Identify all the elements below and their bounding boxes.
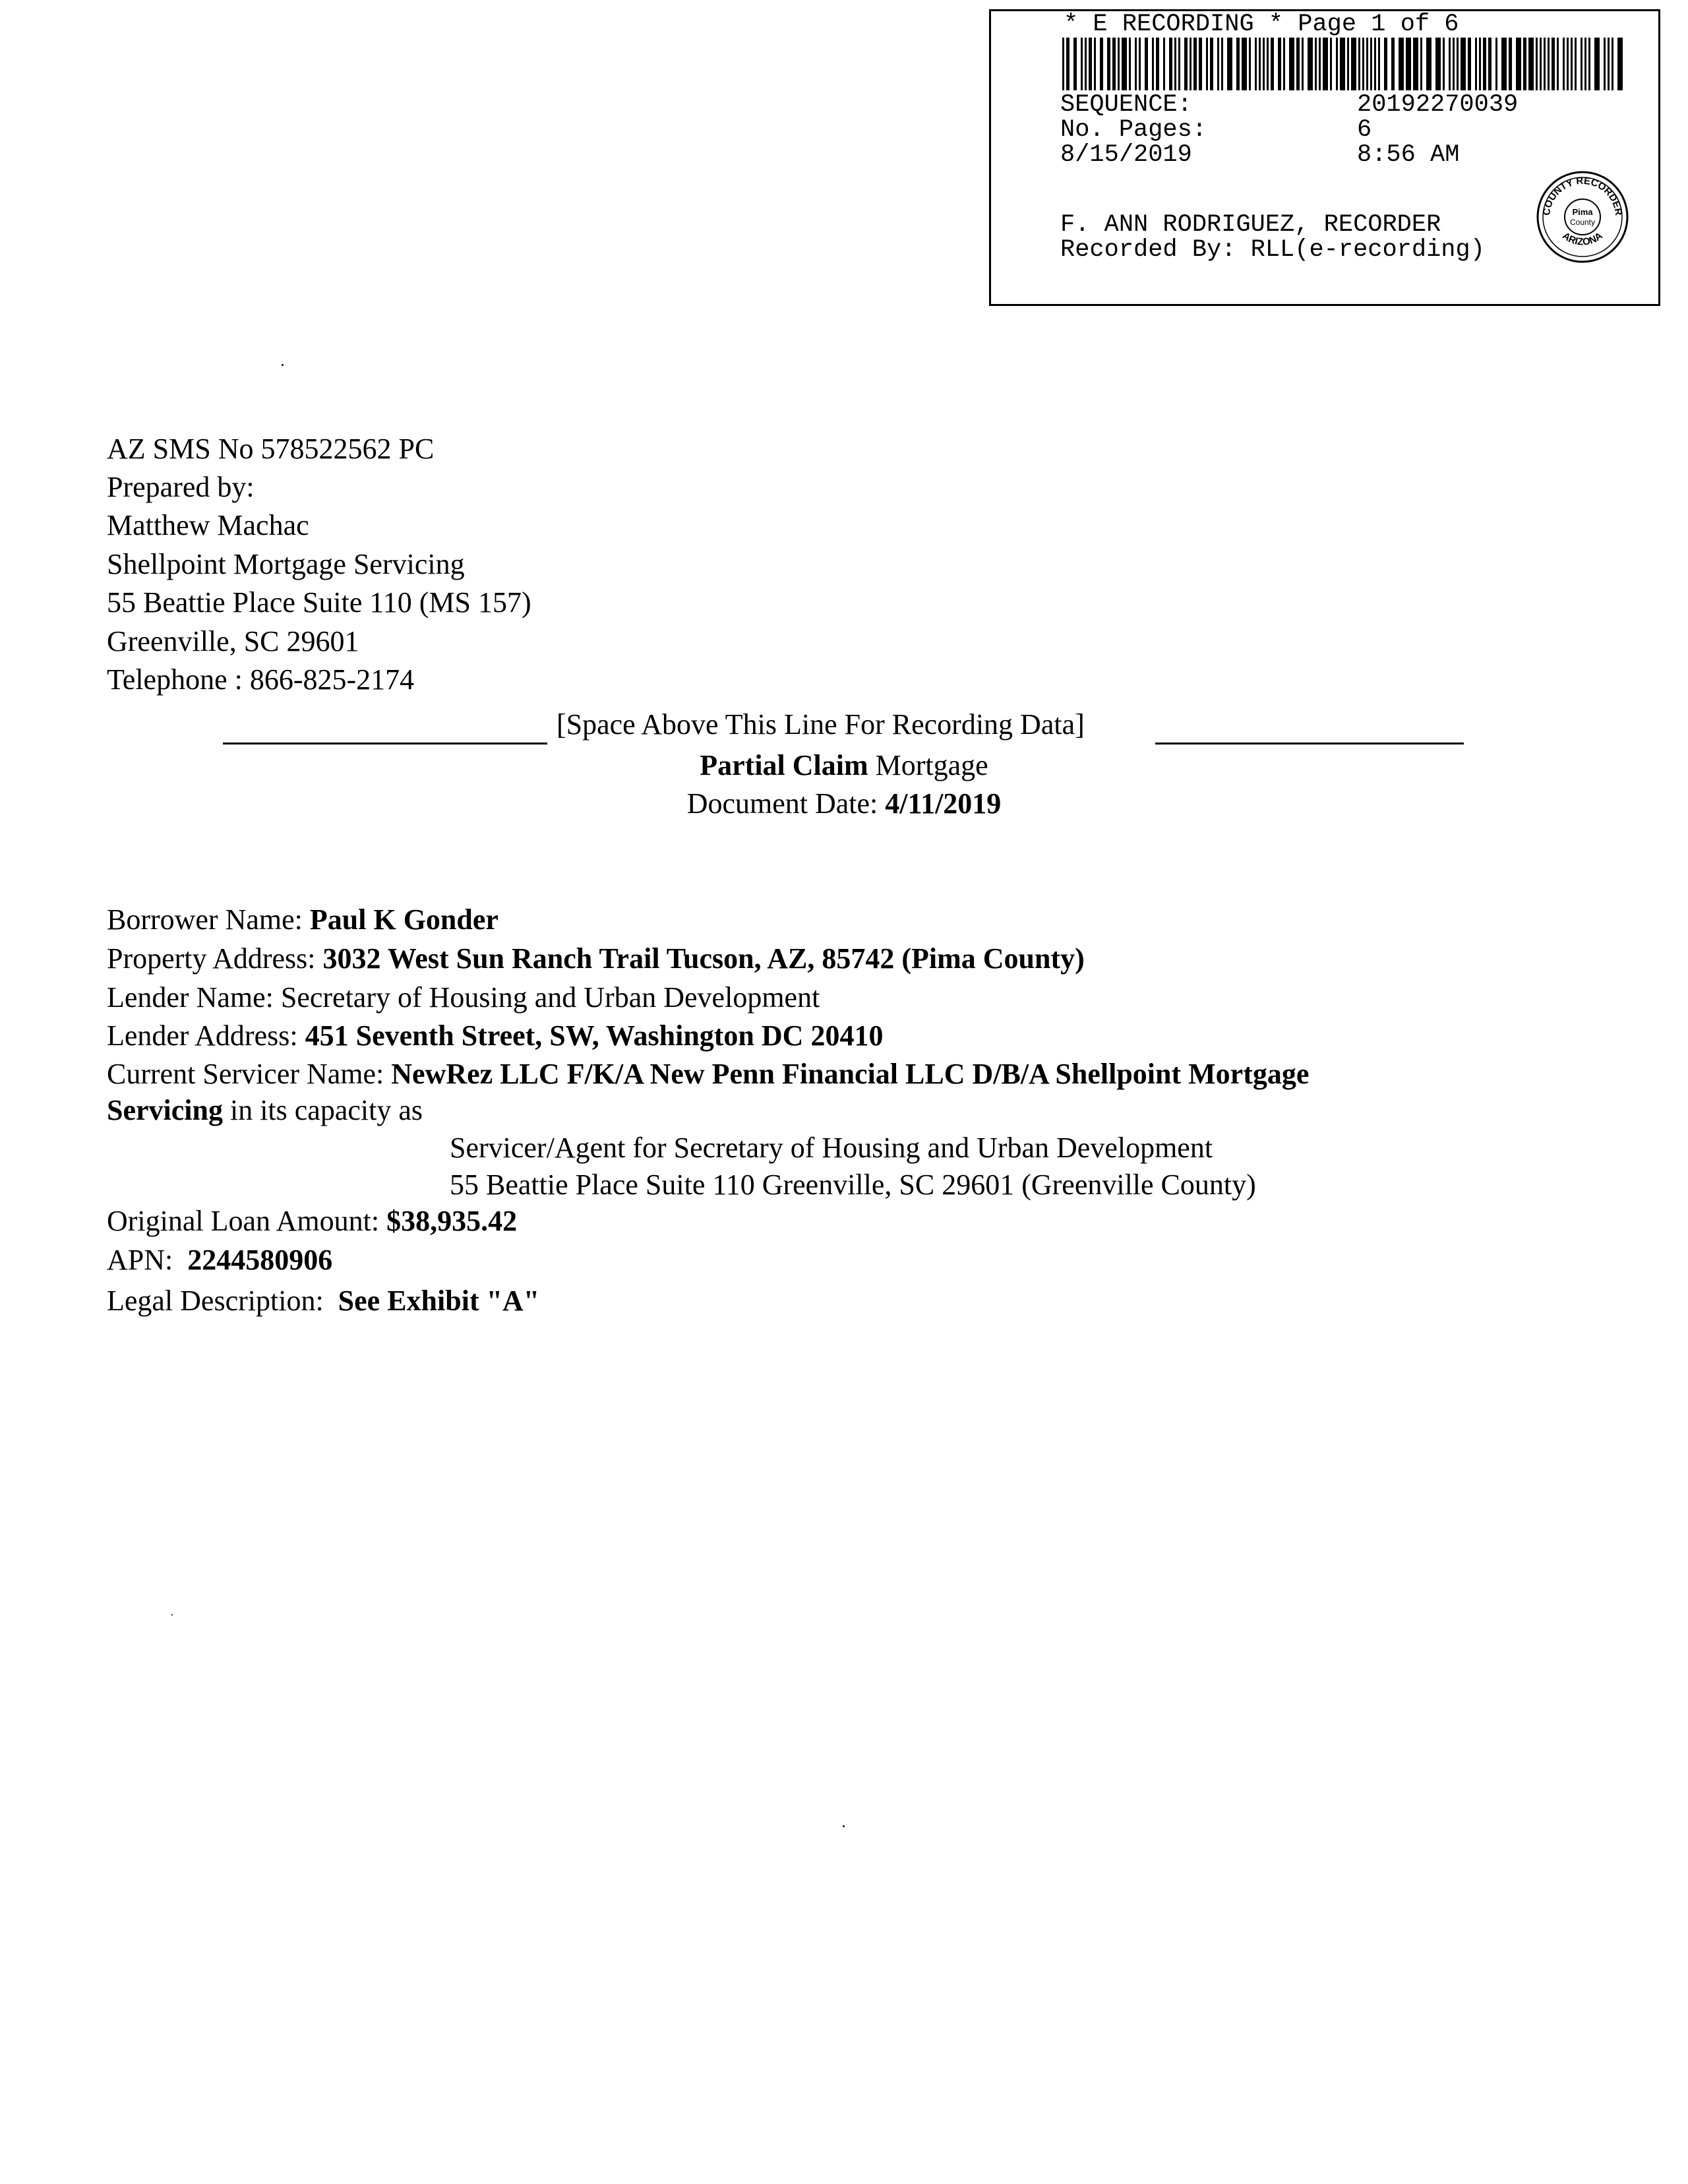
document-title-bold: Partial Claim	[700, 749, 868, 781]
servicer-address: 55 Beattie Place Suite 110 Greenville, SC 29601 (Greenville County)	[450, 1168, 1256, 1201]
barcode-bar	[1475, 38, 1477, 90]
lender-name-label: Lender Name:	[107, 981, 281, 1014]
barcode-bar	[1544, 38, 1546, 90]
barcode-bar	[1100, 38, 1103, 90]
barcode-bar	[1242, 38, 1247, 90]
borrower-value: Paul K Gonder	[309, 903, 498, 936]
barcode-bar	[1227, 38, 1232, 90]
barcode-bar	[1501, 38, 1507, 90]
barcode-bar	[1221, 38, 1223, 90]
barcode-bar	[1563, 38, 1565, 90]
barcode-bar	[1604, 38, 1606, 90]
barcode-bar	[1340, 38, 1345, 90]
barcode-bar	[1289, 38, 1294, 90]
barcode-bar	[1278, 38, 1281, 90]
barcode-bar	[1370, 38, 1372, 90]
barcode-bar	[1479, 38, 1481, 90]
barcode-bar	[1122, 38, 1127, 90]
barcode-bar	[1112, 38, 1116, 90]
barcode-bar	[1156, 38, 1159, 90]
barcode-bar	[1174, 38, 1176, 90]
barcode-bar	[1139, 38, 1141, 90]
barcode-bar	[1089, 38, 1092, 90]
barcode-bar	[1190, 38, 1191, 90]
barcode-bar	[1406, 38, 1411, 90]
legal-description-row	[107, 1282, 539, 1320]
barcode-bar	[1413, 38, 1418, 90]
recording-page-count: Page 1 of 6	[1298, 11, 1459, 38]
barcode-bar	[1540, 38, 1542, 90]
barcode-bar	[1378, 38, 1380, 90]
space-line-left-rule	[223, 743, 547, 744]
barcode-bar	[1443, 38, 1445, 90]
barcode-bar	[1528, 38, 1534, 90]
barcode-bar	[1509, 38, 1512, 90]
barcode-bar	[1536, 38, 1538, 90]
recording-header	[1064, 11, 1631, 38]
barcode-bar	[1584, 38, 1586, 90]
barcode-bar	[1062, 38, 1064, 90]
document-title-rest: Mortgage	[868, 749, 988, 781]
property-row	[107, 940, 1085, 978]
barcode-bar	[1453, 38, 1455, 90]
barcode-bar	[1612, 38, 1613, 90]
barcode-bar	[1351, 38, 1356, 90]
recording-header-prefix: * E RECORDING *	[1064, 11, 1298, 38]
barcode-bar	[1163, 38, 1165, 90]
barcode-bar	[1426, 38, 1432, 90]
recorder-name: F. ANN RODRIGUEZ, RECORDER	[1060, 211, 1441, 239]
barcode-bar	[1391, 38, 1395, 90]
apn-value: 2244580906	[187, 1244, 333, 1276]
barcode-bar	[1358, 38, 1360, 90]
barcode-bar	[1374, 38, 1376, 90]
barcode-bar	[1468, 38, 1471, 90]
barcode-bar	[1457, 38, 1459, 90]
barcode-bar	[1271, 38, 1274, 90]
servicer-label: Current Servicer Name:	[107, 1058, 392, 1090]
seal-center-line-2: County	[1569, 218, 1596, 227]
recording-time: 8:56 AM	[1357, 141, 1460, 169]
barcode-bar	[1193, 38, 1197, 90]
lender-name-row	[107, 979, 820, 1017]
barcode-bar	[1435, 38, 1441, 90]
borrower-label: Borrower Name:	[107, 903, 310, 936]
scan-speck	[282, 364, 284, 366]
barcode-bar	[1516, 38, 1521, 90]
scan-speck	[843, 1825, 845, 1827]
barcode-bar	[1366, 38, 1368, 90]
barcode-bar	[1073, 38, 1077, 90]
barcode-bar	[1118, 38, 1120, 90]
apn-label: APN:	[107, 1244, 188, 1276]
servicer-role: Servicer/Agent for Secretary of Housing and Urban Development	[450, 1132, 1213, 1164]
barcode-bar	[1548, 38, 1550, 90]
barcode-bar	[1302, 38, 1304, 90]
document-date-value: 4/11/2019	[885, 787, 1002, 820]
barcode-bar	[1249, 38, 1251, 90]
barcode-bar	[1283, 38, 1285, 90]
barcode-bar	[1206, 38, 1208, 90]
barcode-bar	[1617, 38, 1623, 90]
loan-amount-row	[107, 1202, 517, 1240]
barcode-bar	[1571, 38, 1573, 90]
document-title	[0, 746, 1688, 785]
barcode-bar	[1347, 38, 1349, 90]
lender-address-row	[107, 1017, 883, 1055]
lender-name-value: Secretary of Housing and Urban Development	[280, 981, 820, 1014]
barcode-bar	[1399, 38, 1404, 90]
barcode-bar	[1210, 38, 1213, 90]
barcode-bar	[1594, 38, 1600, 90]
seal-top-text: COUNTY RECORDER	[1540, 175, 1625, 216]
barcode-bar	[1199, 38, 1202, 90]
barcode-bar	[1267, 38, 1269, 90]
scan-speck	[171, 1614, 173, 1616]
recorded-by: Recorded By: RLL(e-recording)	[1060, 236, 1485, 264]
barcode-bar	[1169, 38, 1172, 90]
lender-address-label: Lender Address:	[107, 1019, 305, 1052]
space-above-line-text: [Space Above This Line For Recording Data]	[557, 708, 1085, 741]
barcode-bar	[1495, 38, 1497, 90]
barcode-bar	[1217, 38, 1219, 90]
barcode-bar	[1107, 38, 1110, 90]
barcode-bar	[1184, 38, 1188, 90]
barcode-bar	[1319, 38, 1321, 90]
barcode-bar	[1581, 38, 1582, 90]
seal-center-line-1: Pima	[1572, 207, 1593, 217]
space-line-right-rule	[1155, 743, 1464, 744]
barcode-bar	[1575, 38, 1577, 90]
barcode-bar	[1588, 38, 1590, 90]
barcode-bar	[1135, 38, 1137, 90]
barcode-bar	[1263, 38, 1265, 90]
sequence-value: 20192270039	[1357, 91, 1519, 119]
barcode-bar	[1483, 38, 1486, 90]
barcode-bar	[1145, 38, 1148, 90]
barcode-bar	[1523, 38, 1526, 90]
barcode-bar	[1081, 38, 1083, 90]
barcode-bar	[1129, 38, 1131, 90]
barcode-bar	[1336, 38, 1338, 90]
barcode-bar	[1330, 38, 1332, 90]
servicer-value-line-1: NewRez LLC F/K/A New Penn Financial LLC D/B/A Shellpoint Mortgage	[391, 1058, 1310, 1090]
loan-amount-label: Original Loan Amount:	[107, 1205, 387, 1237]
legal-description-label: Legal Description:	[107, 1285, 338, 1317]
recording-date: 8/15/2019	[1060, 141, 1192, 169]
barcode-bar	[1420, 38, 1422, 90]
barcode-bar	[1259, 38, 1261, 90]
preparer-company: Shellpoint Mortgage Servicing	[107, 548, 465, 580]
pages-label: No. Pages:	[1060, 116, 1207, 144]
sequence-label: SEQUENCE:	[1060, 91, 1192, 119]
barcode-bar	[1488, 38, 1492, 90]
document-date-label: Document Date:	[686, 787, 886, 820]
borrower-row	[107, 901, 498, 939]
barcode-bar	[1255, 38, 1257, 90]
pages-value: 6	[1357, 116, 1372, 144]
barcode-bar	[1608, 38, 1610, 90]
legal-description-value: See Exhibit "A"	[338, 1285, 540, 1317]
property-label: Property Address:	[107, 942, 323, 975]
barcode-bar	[1552, 38, 1555, 90]
barcode-bar	[1152, 38, 1154, 90]
lender-address-value: 451 Seventh Street, SW, Washington DC 20410	[305, 1019, 884, 1052]
preparer-address-line-1: 55 Beattie Place Suite 110 (MS 157)	[107, 586, 531, 619]
preparer-address-line-2: Greenville, SC 29601	[107, 625, 359, 657]
barcode-bar	[1461, 38, 1466, 90]
loan-amount-value: $38,935.42	[386, 1205, 518, 1237]
barcode-image	[1062, 38, 1628, 90]
barcode-bar	[1323, 38, 1328, 90]
county-recorder-seal	[1535, 169, 1631, 265]
document-date	[0, 785, 1688, 823]
property-value: 3032 West Sun Ranch Trail Tucson, AZ, 85742 (Pima County)	[322, 942, 1085, 975]
prepared-by-label: Prepared by:	[107, 471, 255, 503]
barcode-bar	[1557, 38, 1559, 90]
servicer-value-line-2: Servicing	[107, 1094, 223, 1126]
barcode-bar	[1296, 38, 1300, 90]
servicer-row	[107, 1055, 1309, 1093]
preparer-name: Matthew Machac	[107, 509, 309, 541]
apn-row	[107, 1241, 332, 1279]
barcode-bar	[1315, 38, 1317, 90]
servicer-row-continued	[107, 1091, 423, 1130]
barcode-bar	[1066, 38, 1070, 90]
barcode-bar	[1308, 38, 1313, 90]
barcode-bar	[1362, 38, 1364, 90]
barcode-bar	[1449, 38, 1451, 90]
preparer-telephone: Telephone : 866-825-2174	[107, 663, 415, 696]
barcode-bar	[1178, 38, 1180, 90]
barcode-bar	[1567, 38, 1569, 90]
barcode-bar	[1236, 38, 1240, 90]
barcode-bar	[1384, 38, 1387, 90]
servicer-capacity: in its capacity as	[222, 1094, 423, 1126]
barcode-bar	[1085, 38, 1087, 90]
sms-reference: AZ SMS No 578522562 PC	[107, 433, 435, 465]
barcode-bar	[1094, 38, 1096, 90]
seal-bottom-text: ARIZONA	[1560, 230, 1605, 248]
recording-stamp	[989, 9, 1660, 306]
